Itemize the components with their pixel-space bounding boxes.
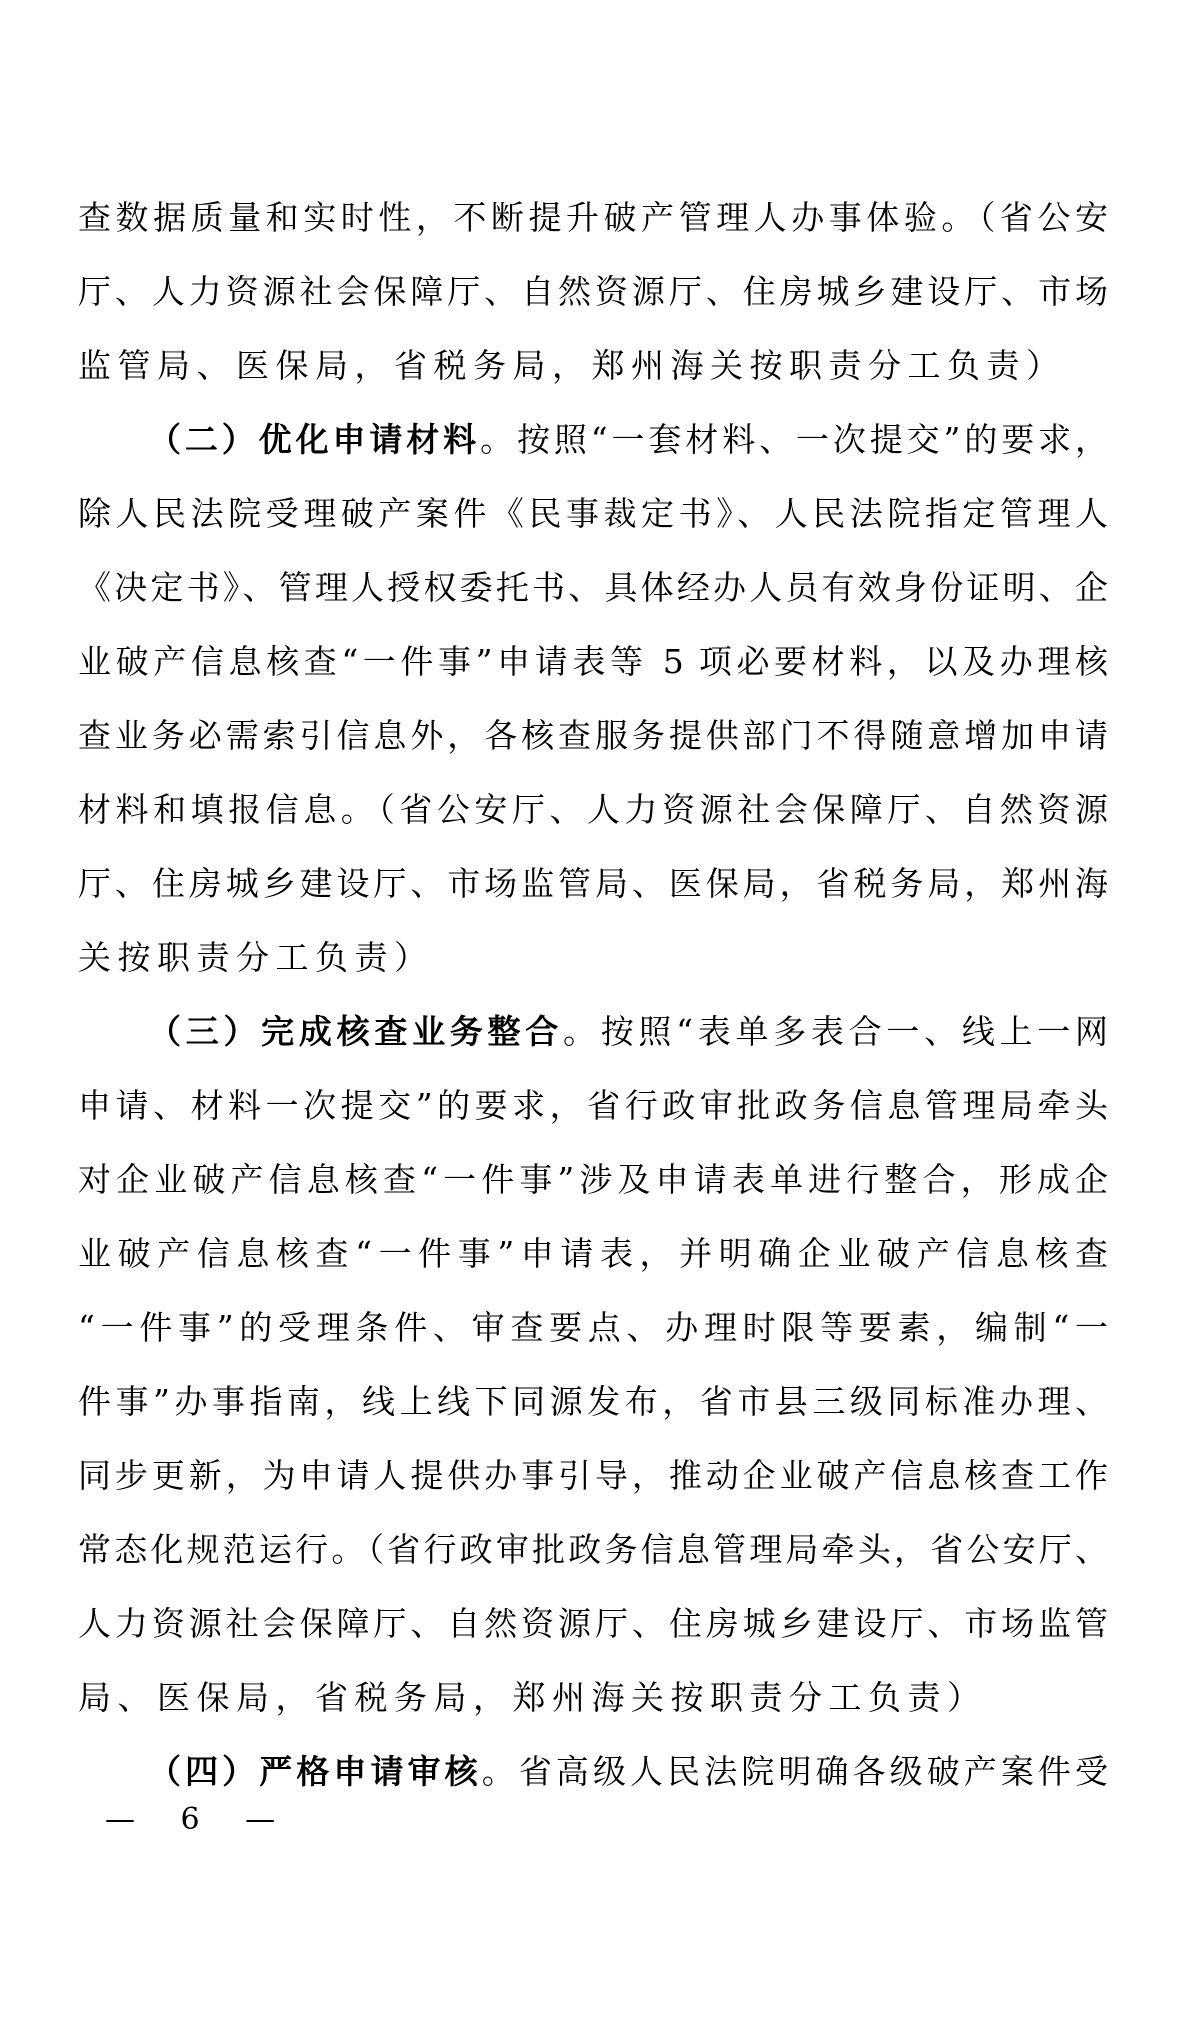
text-line: 人力资源社会保障厅、自然资源厅、住房城乡建设厅、市场监管	[78, 1604, 1108, 1643]
text-line: 除人民法院受理破产案件《民事裁定书》、人民法院指定管理人	[78, 494, 1108, 533]
text-line: 对企业破产信息核查“一件事”涉及申请表单进行整合，形成企	[78, 1160, 1108, 1199]
text-line: 申请、材料一次提交”的要求，省行政审批政务信息管理局牵头	[78, 1086, 1108, 1125]
paragraph-text: 。按照“一套材料、一次提交”的要求，	[480, 420, 1109, 459]
text-line: 同步更新，为申请人提供办事引导，推动企业破产信息核查工作	[78, 1456, 1108, 1495]
text-line: 厅、住房城乡建设厅、市场监管局、医保局，省税务局，郑州海	[78, 864, 1108, 903]
text-line: 业破产信息核查“一件事”申请表等 5 项必要材料，以及办理核	[78, 642, 1108, 681]
text-line: 局、医保局，省税务局，郑州海关按职责分工负责）	[78, 1678, 987, 1717]
section-heading: （四）严格申请审核	[148, 1752, 482, 1791]
page-number: — 6 —	[105, 1802, 294, 1837]
text-line: 查数据质量和实时性，不断提升破产管理人办事体验。（省公安	[78, 198, 1108, 237]
paragraph-first-line	[148, 1002, 1108, 1062]
text-line: 《决定书》、管理人授权委托书、具体经办人员有效身份证明、企	[78, 568, 1108, 607]
paragraph-first-line	[148, 410, 1108, 470]
text-line: 厅、人力资源社会保障厅、自然资源厅、住房城乡建设厅、市场	[78, 272, 1108, 311]
text-line: 常态化规范运行。（省行政审批政务信息管理局牵头，省公安厅、	[78, 1530, 1108, 1569]
section-heading: （三）完成核查业务整合	[148, 1012, 563, 1051]
text-line: 查业务必需索引信息外，各核查服务提供部门不得随意增加申请	[78, 716, 1108, 755]
section-heading: （二）优化申请材料	[148, 420, 481, 459]
text-line: 材料和填报信息。（省公安厅、人力资源社会保障厅、自然资源	[78, 790, 1108, 829]
text-line: “一件事”的受理条件、审查要点、办理时限等要素，编制“一	[78, 1308, 1108, 1347]
text-line: 业破产信息核查“一件事”申请表，并明确企业破产信息核查	[78, 1234, 1108, 1273]
text-line: 监管局、医保局，省税务局，郑州海关按职责分工负责）	[78, 346, 1066, 385]
text-line: 件事”办事指南，线上线下同源发布，省市县三级同标准办理、	[78, 1382, 1108, 1421]
paragraph-text: 。按照“表单多表合一、线上一网	[562, 1012, 1109, 1051]
paragraph-first-line	[148, 1742, 1108, 1802]
paragraph-text: 。省高级人民法院明确各级破产案件受	[481, 1752, 1109, 1791]
text-line: 关按职责分工负责）	[78, 938, 434, 977]
